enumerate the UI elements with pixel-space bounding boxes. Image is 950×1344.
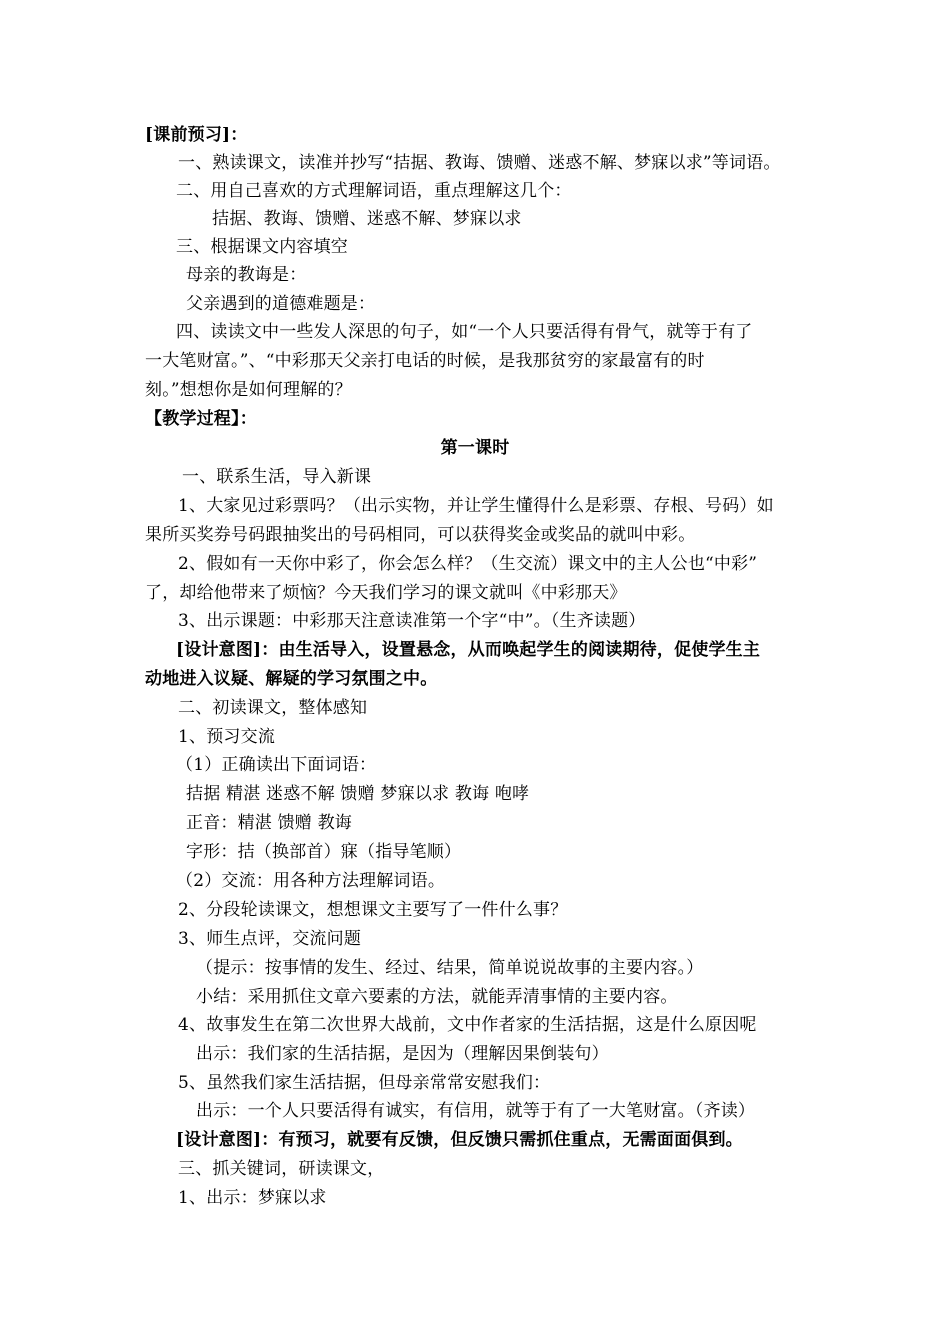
paragraph: 了，却给他带来了烦恼？今天我们学习的课文就叫《中彩那天》 [145, 583, 627, 603]
paragraph: 1、大家见过彩票吗？（出示实物，并让学生懂得什么是彩票、存根、号码）如 [178, 496, 774, 516]
paragraph: 出示：我们家的生活拮据，是因为（理解因果倒装句） [196, 1044, 609, 1064]
paragraph: 拮据、教诲、馈赠、迷惑不解、梦寐以求 [212, 209, 522, 229]
section-heading-preview: [课前预习]： [145, 125, 248, 145]
paragraph: 1、出示：梦寐以求 [178, 1188, 327, 1208]
paragraph: 三、抓关键词，研读课文， [178, 1159, 385, 1179]
paragraph: 一、熟读课文，读准并抄写“拮据、教诲、馈赠、迷惑不解、梦寐以求”等词语。 [178, 153, 781, 173]
paragraph: 4、故事发生在第二次世界大战前，文中作者家的生活拮据，这是什么原因呢 [178, 1015, 757, 1035]
lesson-title: 第一课时 [440, 438, 510, 458]
paragraph: 刻。”想想你是如何理解的？ [145, 380, 352, 400]
section-heading-process: 【教学过程】： [145, 409, 257, 429]
paragraph: 母亲的教诲是： [186, 265, 307, 285]
paragraph: 出示：一个人只要活得有诚实，有信用，就等于有了一大笔财富。（齐读） [196, 1101, 756, 1121]
paragraph: （2）交流：用各种方法理解词语。 [176, 871, 446, 891]
paragraph: 二、初读课文，整体感知 [178, 698, 368, 718]
paragraph: 2、分段轮读课文，想想课文主要写了一件什么事？ [178, 900, 568, 920]
paragraph: 拮据 精湛 迷惑不解 馈赠 梦寐以求 教诲 咆哮 [186, 784, 530, 804]
paragraph: 5、虽然我们家生活拮据，但母亲常常安慰我们： [178, 1073, 551, 1093]
paragraph: 2、假如有一天你中彩了，你会怎么样？（生交流）课文中的主人公也“中彩” [178, 554, 758, 574]
design-intent: [设计意图]：有预习，就要有反馈，但反馈只需抓住重点，无需面面俱到。 [176, 1130, 743, 1150]
paragraph: 小结：采用抓住文章六要素的方法，就能弄清事情的主要内容。 [196, 987, 678, 1007]
design-intent: 动地进入议疑、解疑的学习氛围之中。 [145, 669, 438, 689]
paragraph: （1）正确读出下面词语： [176, 755, 377, 775]
paragraph: 3、出示课题：中彩那天注意读准第一个字“中”。（生齐读题） [178, 611, 646, 631]
paragraph: 一、联系生活，导入新课 [182, 467, 372, 487]
paragraph: 三、根据课文内容填空 [176, 237, 348, 257]
paragraph: 3、师生点评，交流问题 [178, 929, 362, 949]
paragraph: 字形：拮（换部首）寐（指导笔顺） [186, 842, 462, 862]
paragraph: 二、用自己喜欢的方式理解词语，重点理解这几个： [176, 181, 572, 201]
paragraph: 果所买奖券号码跟抽奖出的号码相同，可以获得奖金或奖品的就叫中彩。 [145, 525, 696, 545]
paragraph: 四、读读文中一些发人深思的句子，如“一个人只要活得有骨气，就等于有了 [176, 322, 753, 342]
paragraph: 1、预习交流 [178, 727, 276, 747]
paragraph: 父亲遇到的道德难题是： [186, 294, 376, 314]
design-intent: [设计意图]：由生活导入，设置悬念，从而唤起学生的阅读期待，促使学生主 [176, 640, 761, 660]
paragraph: 正音：精湛 馈赠 教诲 [186, 813, 353, 833]
paragraph: 一大笔财富。”、“中彩那天父亲打电话的时候，是我那贫穷的家最富有的时 [145, 351, 705, 371]
paragraph: （提示：按事情的发生、经过、结果，简单说说故事的主要内容。） [196, 958, 704, 978]
